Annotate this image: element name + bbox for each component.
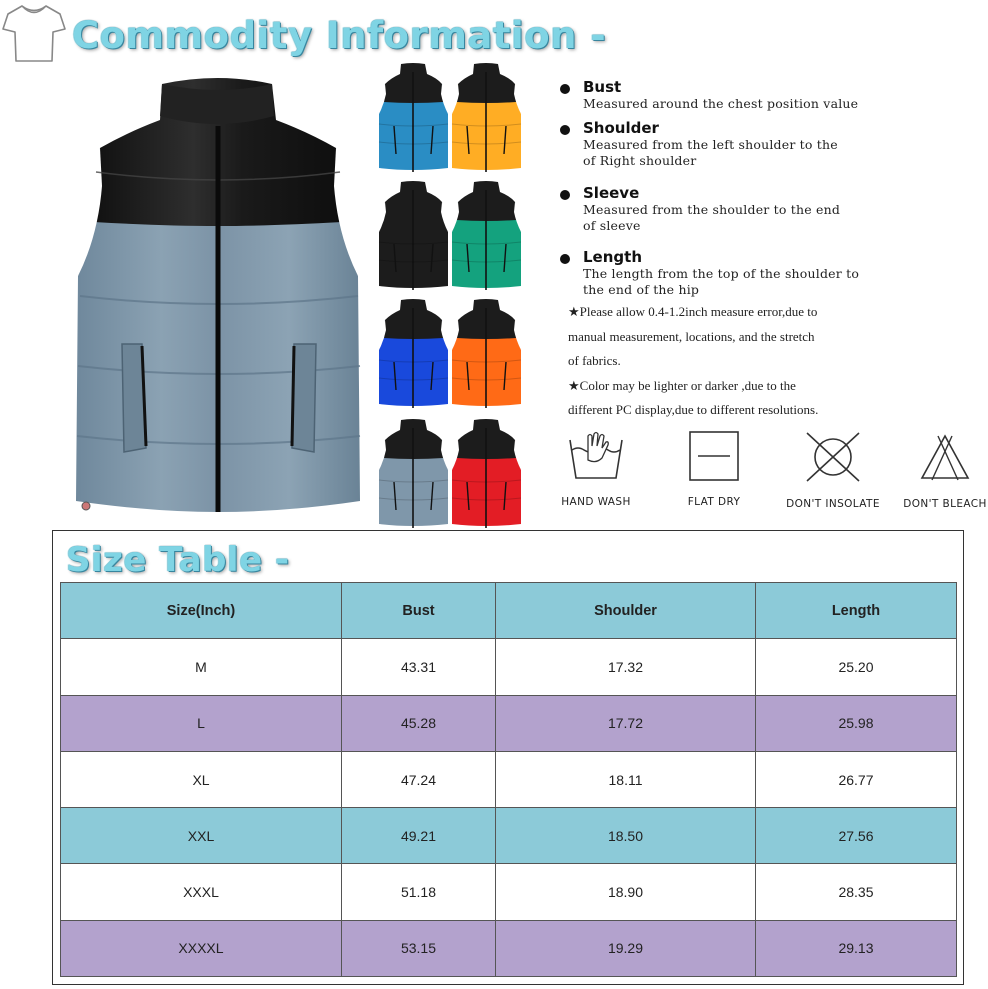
tshirt-icon (2, 2, 66, 64)
spec-length (558, 248, 978, 298)
length-cell: 25.20 (756, 639, 957, 695)
care-label: FLAT DRY (687, 496, 741, 508)
color-swatch-vest (450, 180, 523, 290)
spec-shoulder (558, 119, 978, 169)
size-cell: L (61, 695, 342, 751)
spec-desc: of Right shoulder (583, 153, 697, 168)
care-dont-insolate (783, 430, 883, 510)
table-row (61, 695, 957, 751)
color-swatch-vest (377, 180, 450, 290)
bust-cell: 53.15 (342, 920, 496, 976)
column-header: Shoulder (496, 583, 756, 639)
table-header-row (61, 583, 957, 639)
color-swatch-vest (450, 298, 523, 408)
size-cell: XXXXL (61, 920, 342, 976)
dont-insolate-icon (804, 430, 862, 484)
measurement-notes (568, 300, 978, 423)
bust-cell: 51.18 (342, 864, 496, 920)
shoulder-cell: 17.72 (496, 695, 756, 751)
hand-wash-icon (566, 430, 626, 482)
spec-title: Length (583, 248, 642, 266)
spec-desc: Measured around the chest position value (583, 96, 859, 111)
size-cell: XXL (61, 808, 342, 864)
note-line: ★Color may be lighter or darker ,due to the (568, 377, 796, 393)
shoulder-cell: 17.32 (496, 639, 756, 695)
bust-cell: 49.21 (342, 808, 496, 864)
main-vest-image (72, 76, 366, 514)
bullet-icon (560, 190, 570, 200)
length-cell: 27.56 (756, 808, 957, 864)
bust-cell: 45.28 (342, 695, 496, 751)
commodity-info-heading: Commodity Information - (72, 14, 607, 57)
size-table (60, 582, 957, 977)
bullet-icon (560, 125, 570, 135)
size-cell: M (61, 639, 342, 695)
color-swatch-vest (377, 418, 450, 528)
length-cell: 26.77 (756, 751, 957, 807)
spec-desc: The length from the top of the shoulder to (583, 266, 860, 281)
size-table-heading: Size Table - (66, 540, 290, 580)
column-header: Size(Inch) (61, 583, 342, 639)
spec-desc: Measured from the shoulder to the end (583, 202, 841, 217)
size-cell: XXXL (61, 864, 342, 920)
table-row (61, 808, 957, 864)
spec-title: Bust (583, 78, 622, 96)
column-header: Length (756, 583, 957, 639)
bullet-icon (560, 84, 570, 94)
bust-cell: 47.24 (342, 751, 496, 807)
note-line: of fabrics. (568, 353, 621, 368)
care-hand-wash (546, 430, 646, 508)
table-row (61, 864, 957, 920)
color-swatch-vest (377, 62, 450, 172)
length-cell: 29.13 (756, 920, 957, 976)
spec-bust (558, 78, 978, 112)
shoulder-cell: 19.29 (496, 920, 756, 976)
table-row (61, 751, 957, 807)
size-cell: XL (61, 751, 342, 807)
spec-title: Shoulder (583, 119, 659, 137)
color-swatch-vest (450, 62, 523, 172)
shoulder-cell: 18.11 (496, 751, 756, 807)
bullet-icon (560, 254, 570, 264)
shoulder-cell: 18.50 (496, 808, 756, 864)
color-swatch-vest (450, 418, 523, 528)
care-dont-bleach (895, 430, 988, 510)
spec-title: Sleeve (583, 184, 640, 202)
spec-desc: Measured from the left shoulder to the (583, 137, 838, 152)
spec-desc: of sleeve (583, 218, 641, 233)
spec-sleeve (558, 184, 978, 234)
color-swatch-vest (377, 298, 450, 408)
care-label: DON'T BLEACH (903, 498, 987, 510)
dont-bleach-icon (918, 430, 972, 484)
care-label: HAND WASH (561, 496, 631, 508)
table-row (61, 920, 957, 976)
length-cell: 25.98 (756, 695, 957, 751)
length-cell: 28.35 (756, 864, 957, 920)
note-line: ★Please allow 0.4-1.2inch measure error,due to (568, 304, 818, 319)
table-row (61, 639, 957, 695)
care-label: DON'T INSOLATE (786, 498, 880, 510)
column-header: Bust (342, 583, 496, 639)
care-flat-dry (664, 430, 764, 508)
note-line: different PC display,due to different resolutions. (568, 402, 819, 417)
shoulder-cell: 18.90 (496, 864, 756, 920)
bust-cell: 43.31 (342, 639, 496, 695)
spec-desc: the end of the hip (583, 282, 700, 297)
note-line: manual measurement, locations, and the stretch (568, 328, 815, 344)
flat-dry-icon (688, 430, 740, 482)
